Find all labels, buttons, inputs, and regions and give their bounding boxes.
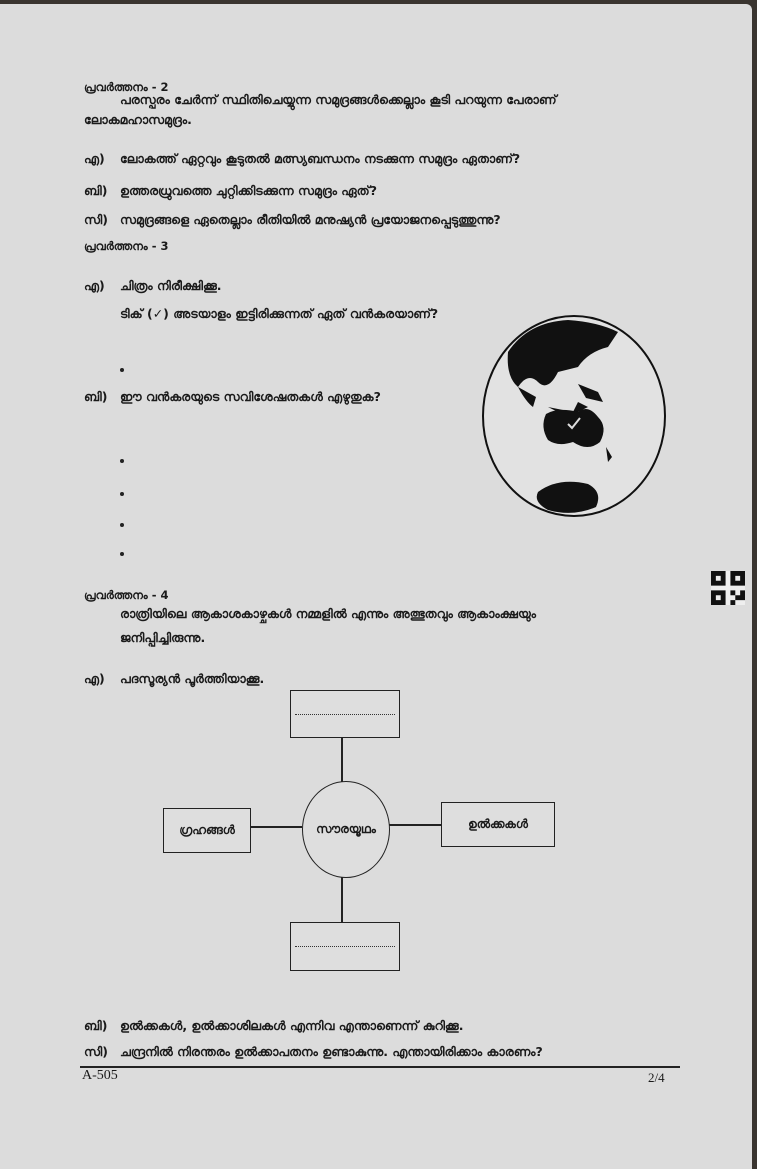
answer-bullet	[120, 552, 124, 556]
q4a-text: പദസൂര്യൻ പൂർത്തിയാക്കൂ.	[120, 671, 265, 686]
center-solar-system: സൗരയൂഥം	[302, 781, 390, 878]
q2a-text: ലോകത്ത് ഏറ്റവും കൂടുതൽ മത്സ്യബന്ധനം നടക്കുന്ന സമുദ്രം ഏതാണ്?	[120, 151, 521, 166]
connector-top	[341, 737, 343, 782]
exam-page	[0, 4, 752, 1169]
q2b-text: ഉത്തരധ്രുവത്തെ ചുറ്റിക്കിടക്കുന്ന സമുദ്രം ഏത്?	[120, 183, 377, 198]
q4b-label: ബി)	[84, 1018, 108, 1033]
q2c-label: സി)	[84, 212, 108, 227]
activity2-intro-2: ലോകമഹാസമുദ്രം.	[84, 112, 192, 127]
activity4-intro-2: ജനിപ്പിച്ചിരുന്നു.	[120, 630, 206, 645]
q3a-line1: ചിത്രം നിരീക്ഷിക്കൂ.	[120, 278, 222, 293]
connector-right	[388, 824, 442, 826]
answer-bullet	[120, 368, 124, 372]
answer-bullet	[120, 492, 124, 496]
q2b-label: ബി)	[84, 183, 108, 198]
q3b-text: ഈ വൻകരയുടെ സവിശേഷതകൾ എഴുതുക?	[120, 389, 381, 404]
activity3-heading: പ്രവർത്തനം - 3	[84, 239, 169, 253]
box-meteors: ഉൽക്കകൾ	[441, 802, 555, 847]
activity2-intro-1: പരസ്പരം ചേർന്ന് സ്ഥിതിചെയ്യുന്ന സമുദ്രങ്ങൾക്കെല്ലാം കൂടി പറയുന്ന പേരാണ്	[120, 92, 557, 107]
globe-map-image	[478, 312, 670, 520]
q3a-line2: ടിക് (✓) അടയാളം ഇട്ടിരിക്കുന്നത് ഏത് വൻകരയാണ്?	[120, 306, 439, 321]
box-planets: ഗ്രഹങ്ങൾ	[163, 808, 251, 853]
q4a-label: എ)	[84, 671, 105, 686]
footer-code: A-505	[82, 1068, 118, 1083]
answer-bullet	[120, 459, 124, 463]
activity2-heading: പ്രവർത്തനം - 2	[84, 80, 169, 94]
q4c-label: സി)	[84, 1044, 108, 1059]
connector-bottom	[341, 876, 343, 923]
q4c-text: ചന്ദ്രനിൽ നിരന്തരം ഉൽക്കാപതനം ഉണ്ടാകുന്നു. എന്തായിരിക്കാം കാരണം?	[120, 1044, 543, 1059]
q2a-label: എ)	[84, 151, 105, 166]
activity4-intro-1: രാത്രിയിലെ ആകാശകാഴ്ചകൾ നമ്മളിൽ എന്നും അത്ഭുതവും ആകാംക്ഷയും	[120, 606, 536, 621]
page-number: 2/4	[648, 1070, 665, 1085]
qr-code-icon	[711, 571, 745, 605]
answer-bullet	[120, 523, 124, 527]
q2c-text: സമുദ്രങ്ങളെ ഏതെല്ലാം രീതിയിൽ മനുഷ്യൻ പ്രയോജനപ്പെടുത്തുന്നു?	[120, 212, 501, 227]
activity4-heading: പ്രവർത്തനം - 4	[84, 588, 169, 602]
connector-left	[250, 826, 302, 828]
blank-box-bottom[interactable]	[290, 922, 400, 971]
q3b-label: ബി)	[84, 389, 108, 404]
q3a-label: എ)	[84, 278, 105, 293]
q4b-text: ഉൽക്കകൾ, ഉൽക്കാശിലകൾ എന്നിവ എന്താണെന്ന് കുറിക്കൂ.	[120, 1018, 464, 1033]
blank-box-top[interactable]	[290, 690, 400, 738]
footer-rule	[80, 1066, 680, 1068]
